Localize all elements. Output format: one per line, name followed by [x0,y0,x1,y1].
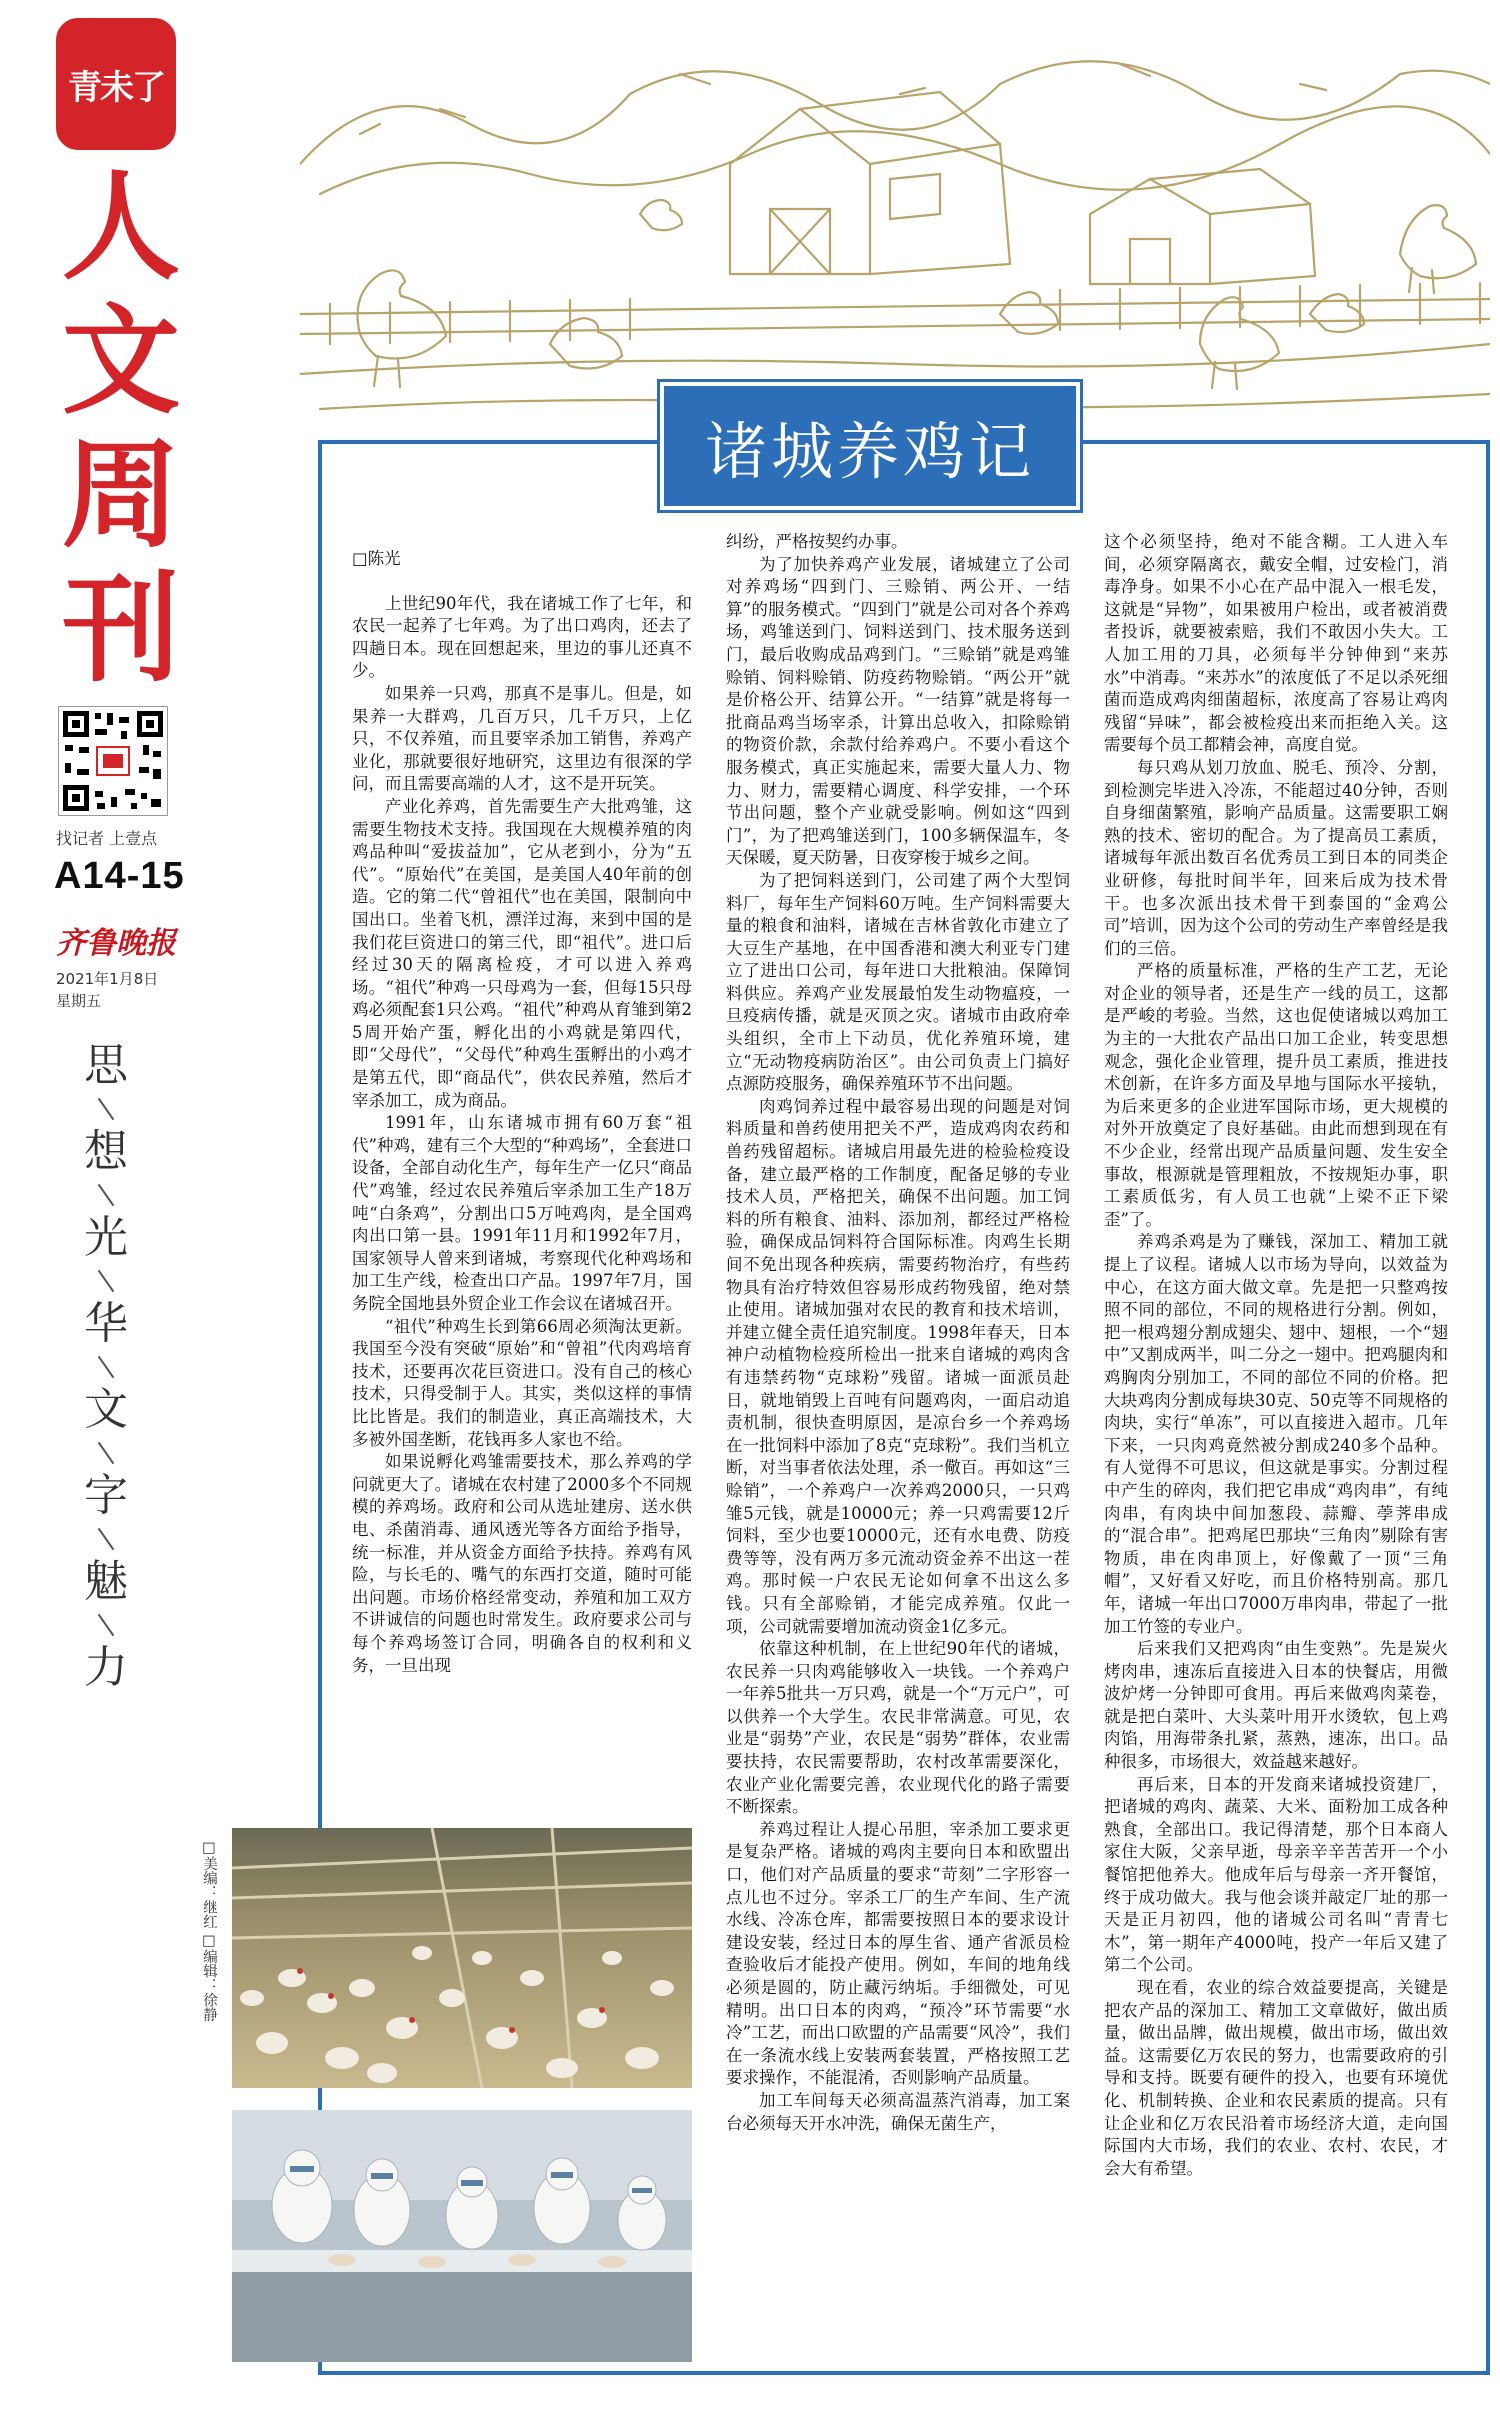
motto-divider [98,1184,115,1206]
logo-text: 青未了 [68,67,164,108]
paragraph: 肉鸡饲养过程中最容易出现的问题是对饲料质量和兽药使用把关不严，造成鸡肉农药和兽药残留超标。诸城启用最先进的检验检疫设备，建立最严格的工作制度，配备足够的专业技术人员，严格把关，确保不出问题。加工饲料的所有粮食、油料、添加剂，都经过严格检验，确保成品饲料符合国际标准。肉鸡生长期间不免出现各种疾病，需要药物治疗，有些药物具有治疗特效但容易形成药物残留，绝对禁止使用。诸城加强对农民的教育和技术培训，并建立健全责任追究制度。1998年春天，日本神户动植物检疫所检出一批来自诸城的鸡肉含有违禁药物“克球粉”残留。诸城一面派员赴日，就地销毁上百吨有问题鸡肉，一面启动追责机制，很快查明原因，是凉台乡一个养鸡场在一批饲料中添加了8克“克球粉”。我们当机立断，对当事者依法处理，杀一儆百。再如这“三赊销”，一个养鸡户一次养鸡2000只，一只鸡雏5元钱，就是10000元；养一只鸡需要12斤饲料，至少也要10000元，还有水电费、防疫费等等，没有两万多元流动资金养不出这一茬鸡。那时候一户农民无论如何拿不出这么多钱。只有全部赊销，才能完成养殖。仅此一项，公司就需要增加流动资金1亿多元。 [726,1096,1070,1636]
paper-name: 齐鲁晚报 [56,926,176,961]
weekday-text: 星期五 [56,992,102,1010]
text-editor: □编辑：徐静 [201,1933,217,2022]
motto-char: 文 [84,1384,128,1435]
motto-divider [98,1614,115,1636]
paragraph: “祖代”种鸡生长到第66周必须淘汰更新。我国至今没有突破“原始”和“曾祖”代肉鸡培育技术，还要再次花巨资进口。没有自己的核心技术，只得受制于人。其实，类似这样的事情比比皆是。我们的制造业，真正高端技术，大多被外国垄断，花钱再多人家也不给。 [352,1316,692,1449]
paragraph: 依靠这种机制，在上世纪90年代的诸城，农民养一只肉鸡能够收入一块钱。一个养鸡户一年养5批共一万只鸡，就是一个“万元户”，可以供养一个大学生。农民非常满意。可见，农业是“弱势”产业，农民是“弱势”群体，农业需要扶持，农民需要帮助，农村改革需要深化，农业产业化需要完善，农业现代化的路子需要不断探索。 [726,1639,1070,1817]
qr-code-icon[interactable] [58,706,168,816]
paragraph: 上世纪90年代，我在诸城工作了七年，和农民一起养了七年鸡。为了出口鸡肉，还去了四趟日本。现在回想起来，里边的事儿还真不少。 [352,593,692,681]
qr-label: 找记者 上壹点 [56,829,158,848]
motto-char: 力 [84,1642,128,1693]
paragraph: 产业化养鸡，首先需要生产大批鸡雏，这需要生物技术支持。我国现在大规模养殖的肉鸡品种叫“爱拔益加”，它从老到小，分为“五代”。“原始代”在美国，是美国人40年前的创造。它的第二代“曾祖代”也在美国，限制向中国出口。坐着飞机，漂洋过海，来到中国的是我们花巨资进口的第三代，即“祖代”。进口后经过30天的隔离检疫，才可以进入养鸡场。“祖代”种鸡一只母鸡为一套，但每15只母鸡必须配套1只公鸡。“祖代”种鸡从育雏到第25周开始产蛋，孵化出的小鸡就是第四代，即“父母代”，“父母代”种鸡生蛋孵出的小鸡才是第五代，即“商品代”，供农民养殖，然后才宰杀加工，成为商品。 [352,796,692,1110]
motto-divider [98,1528,115,1550]
paragraph: 养鸡杀鸡是为了赚钱，深加工、精加工就提上了议程。诸城人以市场为导向，以效益为中心，在这方面大做文章。先是把一只整鸡按照不同的部位，不同的规格进行分割。例如，把一根鸡翅分割成翅尖、翅中、翅根，一个“翅中”又割成两半，叫二分之一翅中。把鸡腿肉和鸡胸肉分别加工，不同的部位不同的价格。把大块鸡肉分割成每块30克、50克等不同规格的肉块，实行“单冻”，可以直接进入超市。几年下来，一只肉鸡竟然被分割成240多个品种。有人觉得不可思议，但这就是事实。分割过程中产生的碎肉，我们把它串成“鸡肉串”，有纯肉串，有肉块中间加葱段、蒜瓣、荸荠串成的“混合串”。把鸡尾巴那块“三角肉”剔除有害物质，串在肉串顶上，好像戴了一顶“三角帽”，又好看又好吃，而且价格特别高。那几年，诸城一年出口7000万串肉串，带起了一批加工竹签的专业户。 [1104,1232,1448,1636]
paragraph: 每只鸡从划刀放血、脱毛、预冷、分割，到检测完毕进入冷冻，不能超过40分钟，否则自身细菌繁殖，影响产品质量。这需要职工娴熟的技术、密切的配合。为了提高员工素质，诸城每年派出数百名优秀员工到日本的同类企业研修，每批时间半年，回来后成为技术骨干。也多次派出技术骨干到泰国的“金鸡公司”培训，因为这个公司的劳动生产率曾经是我们的三倍。 [1104,757,1448,958]
article-column-1 [352,548,692,1826]
issue-date [56,968,158,1012]
paragraph: 这个必须坚持，绝对不能含糊。工人进入车间，必须穿隔离衣，戴安全帽，过安检门，消毒净身。如果不小心在产品中混入一根毛发，这就是“异物”，如果被用户检出，或者被消费者投诉，就要被索赔，我们不敢因小失大。工人加工用的刀具，必须每半分钟伸到“来苏水”中消毒。“来苏水”的浓度低了不足以杀死细菌而造成鸡肉细菌超标，浓度高了容易让鸡肉残留“异味”，都会被检疫出来而拒绝入关。这需要每个员工都精会神，高度自觉。 [1104,532,1448,755]
motto-char: 字 [84,1470,128,1521]
byline: □陈光 [352,549,401,568]
paragraph: 加工车间每天必须高温蒸汽消毒，加工案台必须每天开水冲洗，确保无菌生产， [726,2090,1070,2133]
page-number: A14-15 [54,855,185,897]
logo [56,18,176,150]
motto-divider [98,1356,115,1378]
article-title: 诸城养鸡记 [704,414,1035,488]
masthead-char-2: 文 [61,292,180,430]
paragraph: 现在看，农业的综合效益要提高，关键是把农产品的深加工、精加工文章做好，做出质量，做出品牌，做出规模，做出市场，做出效益。这需要亿万农民的努力，也需要政府的引导和支持。既要有硬件的投入，也要有环境优化、机制转换、企业和农民素质的提高。只有让企业和亿万农民沿着市场经济大道，走向国际国内大市场，我们的农业、农村、农民，才会大有希望。 [1104,1978,1448,2178]
motto-char: 想 [84,1126,128,1177]
poultry-farm-photo [232,1828,692,2088]
masthead-char-3: 周 [61,426,180,564]
processing-workshop-photo [232,2110,692,2362]
masthead-char-4: 刊 [61,560,180,698]
paragraph: 为了把饲料送到门，公司建了两个大型饲料厂，每年生产饲料60万吨。生产饲料需要大量的粮食和油料，诸城在吉林省敦化市建立了大豆生产基地，在中国香港和澳大利亚专门建立了进出口公司，每年进口大批粮油。保障饲料供应。养鸡产业发展最怕发生动物瘟疫，一旦疫病传播，就是灭顶之灾。诸城市由政府牵头组织，全市上下动员，优化养殖环境，建立“无动物疫病防治区”。由公司负责上门搞好点源防疫服务，确保养殖环节不出问题。 [726,870,1070,1094]
motto-char: 光 [84,1212,128,1263]
motto-char: 思 [84,1040,128,1091]
motto-divider [98,1098,115,1120]
paragraph: 后来我们又把鸡肉“由生变熟”。先是炭火烤肉串，速冻后直接进入日本的快餐店，用微波炉烤一分钟即可食用。再后来做鸡肉菜卷，就是把白菜叶、大头菜叶用开水烫软，包上鸡肉馅，用海带条扎紧，蒸熟，速冻，出口。品种很多，市场很大，效益越来越好。 [1104,1639,1448,1772]
paragraph: 再后来，日本的开发商来诸城投资建厂，把诸城的鸡肉、蔬菜、大米、面粉加工成各种熟食，全部出口。我记得清楚，那个日本商人家住大阪，父亲早逝，母亲辛辛苦苦开一个小餐馆把他养大。他成年后与母亲一齐开餐馆，终于成功做大。我与他会谈并敲定厂址的那一天是正月初四，他的诸城公司名叫“青青七木”，第一期年产4000吨，投产一年后又建了第二个公司。 [1104,1774,1448,1975]
article-column-3 [1104,531,1448,2363]
date-text: 2021年1月8日 [56,970,159,988]
motto-divider [98,1270,115,1292]
motto-char: 华 [84,1298,128,1349]
paragraph: 养鸡过程让人提心吊胆，宰杀加工要求更是复杂严格。诸城的鸡肉主要向日本和欧盟出口，他们对产品质量的要求“苛刻”二字形容一点儿也不过分。宰杀工厂的生产车间、生产流水线、冷冻仓库，都需要按照日本的要求设计建设安装，经过日本的厚生省、通产省派员检查验收后才能投产使用。例如，车间的地角线必须是圆的，防止藏污纳垢。手细微处，可见精明。出口日本的肉鸡，“预冷”环节需要“水冷”工艺，而出口欧盟的产品需要“风冷”，我们在一条流水线上安装两套装置，严格按照工艺要求操作，不能混淆，否则影响产品质量。 [726,1819,1070,2088]
paragraph: 纠纷，严格按契约办事。 [726,532,908,551]
farm-sketch-banner [300,14,1490,434]
editor-credits [178,1840,218,2040]
paragraph: 如果养一只鸡，那真不是事儿。但是，如果养一大群鸡，几百万只，几千万只，上亿只，不仅养殖，而且要宰杀加工销售，养鸡产业化，那就要很好地研究，这里边有很深的学问，而且需要高端的人才，这不是开玩笑。 [352,683,692,794]
article-column-2 [726,531,1070,2363]
paragraph: 严格的质量标准，严格的生产工艺，无论对企业的领导者，还是生产一线的员工，这都是严峻的考验。当然，这也促使诸城以鸡加工为主的一大批农产品出口加工企业，转变思想观念，强化企业管理，提升员工素质，推进技术创新，在许多方面及早地与国际水平接轨，为后来更多的企业进军国际市场，更大规模的对外开放奠定了良好基础。由此而想到现在有不少企业，经常出现产品质量问题、发生安全事故，根源就是管理粗放，不按规矩办事，职工素质低劣，有人员工也就“上梁不正下梁歪”了。 [1104,961,1448,1229]
article-title-box [660,382,1080,510]
masthead-char-1: 人 [61,158,180,296]
motto-char: 魅 [84,1556,128,1607]
motto-vertical [76,1040,136,1694]
paragraph: 为了加快养鸡产业发展，诸城建立了公司对养鸡场“四到门、三赊销、两公开、一结算”的服务模式。“四到门”就是公司对各个养鸡场，鸡雏送到门、饲料送到门、技术服务送到门，最后收购成品鸡到门。“三赊销”就是鸡雏赊销、饲料赊销、防疫药物赊销。“两公开”就是价格公开、结算公开。“一结算”就是将每一批商品鸡当场宰杀，计算出总收入，扣除赊销的物资价款，余款付给养鸡户。不要小看这个服务模式，真正实施起来，需要大量人力、物力、财力，需要精心调度、科学安排，一个环节出问题，整个产业就受影响。例如这“四到门”，为了把鸡雏送到门，100多辆保温车，冬天保暖，夏天防暑，日夜穿梭于城乡之间。 [726,554,1070,868]
paragraph: 如果说孵化鸡雏需要技术，那么养鸡的学问就更大了。诸城在农村建了2000多个不同规模的养鸡场。政府和公司从选址建房、送水供电、杀菌消毒、通风透光等各方面给予指导，统一标准，并从资金方面给予扶持。养鸡有风险，与长毛的、嘴气的东西打交道，随时可能出问题。市场价格经常变动，养殖和加工双方不讲诚信的问题也时常发生。政府要求公司与每个养鸡场签订合同，明确各自的权利和义务，一旦出现 [352,1452,692,1675]
art-editor: □美编：继红 [201,1840,217,1929]
motto-divider [98,1442,115,1464]
paragraph: 1991年，山东诸城市拥有60万套“祖代”种鸡，建有三个大型的“种鸡场”，全套进口设备，全部自动化生产，每年生产一亿只“商品代”鸡雏，经过农民养殖后宰杀加工生产18万吨“白条鸡”，分割出口5万吨鸡肉，是全国鸡肉出口第一县。1991年11月和1992年7月，国家领导人曾来到诸城，考察现代化种鸡场和加工生产线，检查出口产品。1997年7月，国务院全国地县外贸企业工作会议在诸城召开。 [352,1113,692,1313]
